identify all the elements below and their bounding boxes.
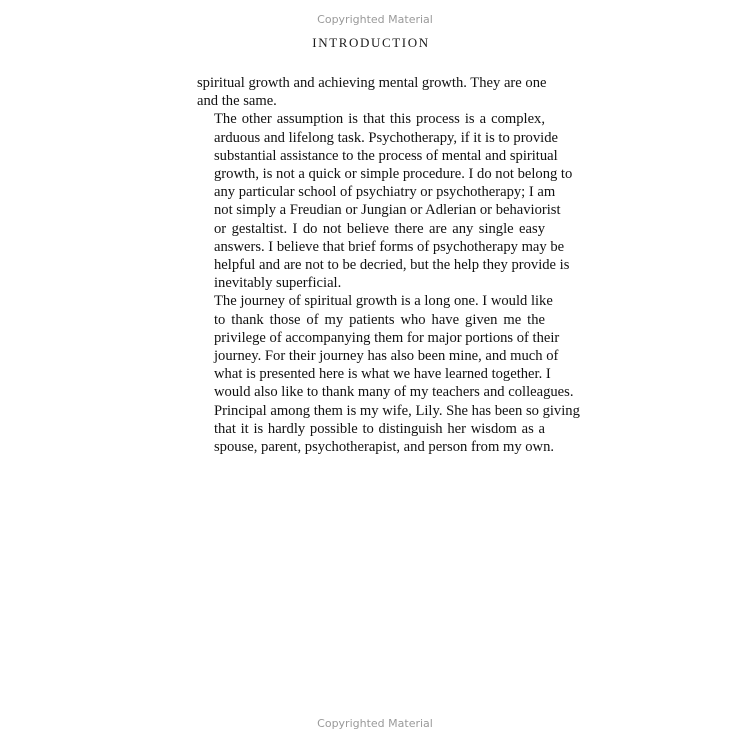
text-line: what is presented here is what we have learned together. I	[214, 366, 551, 383]
text-line: Principal among them is my wife, Lily. She has been so giving	[214, 402, 580, 419]
text-line: any particular school of psychiatry or psychotherapy; I am	[214, 184, 556, 201]
text-line: that it is hardly possible to distinguish her wisdom as a	[214, 420, 545, 437]
text-line: to thank those of my patients who have given me the	[214, 311, 545, 328]
text-line: journey. For their journey has also been mine, and much of	[214, 348, 559, 365]
text-line: spiritual growth and achieving mental growth. They are one	[197, 75, 547, 91]
text-line: answers. I believe that brief forms of psychotherapy may be	[214, 238, 565, 255]
text-line: substantial assistance to the process of mental and spiritual	[214, 147, 558, 164]
text-line: arduous and lifelong task. Psychotherapy, if it is to provide	[214, 129, 558, 146]
text-line: The journey of spiritual growth is a long one. I would like	[214, 293, 553, 310]
body-text	[197, 74, 580, 456]
text-line: spouse, parent, psychotherapist, and person from my own.	[214, 439, 555, 456]
text-line: or gestaltist. I do not believe there are any single easy	[214, 220, 545, 237]
text-line: helpful and are not to be decried, but the help they provide is	[214, 257, 570, 274]
copyright-watermark-top: Copyrighted Material	[317, 13, 433, 26]
text-line: The other assumption is that this process is a complex,	[214, 111, 545, 128]
text-line: would also like to thank many of my teachers and colleagues.	[214, 384, 574, 401]
copyright-watermark-bottom: Copyrighted Material	[317, 717, 433, 730]
paragraph-1	[197, 74, 545, 110]
text-line: inevitably superficial.	[214, 275, 342, 292]
text-line: not simply a Freudian or Jungian or Adlerian or behaviorist	[214, 202, 561, 219]
text-line: growth, is not a quick or simple procedure. I do not belong to	[214, 166, 573, 183]
running-head: INTRODUCTION	[312, 35, 430, 50]
paragraph-3	[197, 292, 580, 456]
text-line: privilege of accompanying them for major portions of their	[214, 329, 560, 346]
paragraph-2	[197, 110, 573, 292]
text-line: and the same.	[197, 93, 277, 110]
